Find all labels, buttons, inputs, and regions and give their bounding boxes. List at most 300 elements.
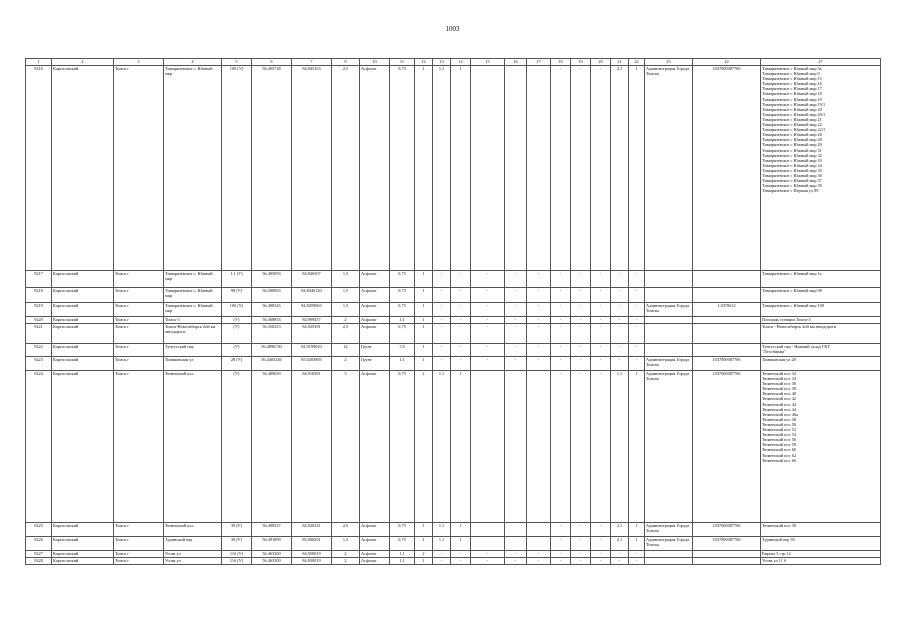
address-list-cell	[761, 303, 881, 317]
table-cell: Томск г	[114, 271, 164, 288]
table-cell: Асфальт	[360, 271, 390, 288]
table-cell: 2	[332, 317, 360, 324]
table-cell: -	[433, 344, 451, 357]
table-cell: Томск г	[114, 324, 164, 344]
table-cell	[645, 288, 693, 303]
table-cell: 2,1	[611, 537, 629, 551]
table-cell: 9222	[26, 344, 52, 357]
table-cell: -	[551, 551, 571, 558]
table-cell	[645, 324, 693, 344]
table-cell: -	[451, 271, 471, 288]
table-cell: Томск г	[114, 537, 164, 551]
table-cell: 1	[415, 66, 433, 271]
address-line: Тимирязевское с Южный мкр 20	[762, 106, 822, 112]
table-cell: -	[571, 537, 591, 551]
table-cell	[471, 537, 505, 551]
address-line: Тунгусский пер - Нижний склад ГКТ	[762, 344, 830, 349]
table-cell: (У)	[222, 324, 252, 344]
table-row	[26, 558, 881, 565]
table-cell: Томск г	[114, 303, 164, 317]
column-number-header: 22	[629, 59, 645, 66]
table-cell: 1,1	[433, 523, 451, 537]
column-number-header: 24	[693, 59, 761, 66]
table-cell: 56,499527	[252, 523, 292, 537]
table-row	[26, 288, 881, 303]
table-cell: 9216	[26, 66, 52, 271]
table-cell: 1,1	[433, 371, 451, 523]
table-cell: Томск г	[114, 344, 164, 357]
table-cell: 1	[415, 523, 433, 537]
table-cell: 1	[415, 344, 433, 357]
table-cell: 0,75	[390, 66, 415, 271]
table-cell: -	[611, 271, 629, 288]
table-cell: -	[451, 324, 471, 344]
table-cell	[645, 558, 693, 565]
address-line: Тюменский пос 48	[762, 416, 796, 422]
table-cell: 1,1	[611, 371, 629, 523]
table-cell: 0,75	[390, 371, 415, 523]
table-row	[26, 551, 881, 558]
address-line: Тимирязевское с Першая ул 89	[762, 188, 819, 194]
table-cell: 84,989457	[292, 317, 332, 324]
table-cell: 56,498345	[252, 303, 292, 317]
column-number-header: 18	[551, 59, 571, 66]
table-cell: 1037000087706	[693, 523, 761, 537]
address-list-cell	[761, 537, 881, 551]
table-cell: 2,5	[332, 324, 360, 344]
table-cell: 2,1	[611, 523, 629, 537]
address-line: Усова ул 11 б	[762, 558, 787, 563]
address-line: Тимирязевское с Южный мкр 28	[762, 137, 822, 143]
table-cell: 56,500003	[252, 288, 292, 303]
table-cell	[471, 66, 505, 271]
table-cell: -	[527, 324, 551, 344]
table-cell: Администрация Города Томска	[645, 523, 693, 537]
table-cell: 1	[415, 288, 433, 303]
table-cell: 1	[415, 271, 433, 288]
address-line: Тюменский пос 52	[762, 427, 796, 433]
table-cell: Каргасокский	[52, 537, 114, 551]
table-cell: 1	[451, 371, 471, 523]
table-cell: 9221	[26, 324, 52, 344]
table-cell: -	[505, 303, 527, 317]
table-cell: 11б (У)	[222, 558, 252, 565]
table-cell: -	[505, 288, 527, 303]
table-cell: 0,75	[390, 324, 415, 344]
table-cell: Каргасокский	[52, 66, 114, 271]
table-cell: -	[571, 303, 591, 317]
table-cell: -	[433, 357, 451, 371]
table-cell: 1	[629, 66, 645, 271]
table-cell: 84,925391	[292, 324, 332, 344]
table-cell: -	[629, 551, 645, 558]
table-cell: 1	[451, 66, 471, 271]
table-cell: 2,1	[611, 66, 629, 271]
table-cell	[527, 66, 551, 271]
table-cell: -	[571, 551, 591, 558]
table-cell: 84,9199010	[292, 344, 332, 357]
table-cell	[505, 66, 527, 271]
table-cell: -	[433, 271, 451, 288]
table-cell: -	[571, 371, 591, 523]
table-cell: -	[591, 271, 611, 288]
table-cell: -	[527, 344, 551, 357]
table-cell: -	[571, 324, 591, 344]
table-cell: 1,5	[332, 303, 360, 317]
table-cell: Грунт	[360, 357, 390, 371]
table-cell: -	[629, 303, 645, 317]
address-line: Тимирязевское с Южный мкр 17	[762, 86, 822, 92]
table-cell: -	[611, 324, 629, 344]
address-line: Тимирязевское с Южный мкр 37	[762, 178, 822, 184]
table-cell: 1,5	[332, 537, 360, 551]
table-cell: -	[591, 523, 611, 537]
address-line: Тимирязевское с Южный мкр 3а	[762, 66, 822, 71]
table-cell: Грунт	[360, 344, 390, 357]
table-cell: Администрация Города Томска	[645, 371, 693, 523]
address-line: Тюменский пос 50	[762, 421, 796, 427]
table-cell: Администрация Города Томска	[645, 66, 693, 271]
table-cell: 84,916581	[292, 371, 332, 523]
table-cell: -	[551, 344, 571, 357]
table-cell: Администрация Города Томска	[645, 303, 693, 317]
address-line: "Лесобиржа"	[762, 349, 786, 355]
table-cell: 1,1	[390, 551, 415, 558]
table-cell: 1,1 (У)	[222, 271, 252, 288]
column-number-header: 7	[292, 59, 332, 66]
table-cell: 2	[415, 551, 433, 558]
address-line: Тимирязевское с Южный мкр 18	[762, 91, 822, 97]
table-cell: 39 (У)	[222, 537, 252, 551]
table-cell: Асфальт	[360, 558, 390, 565]
address-line: Тимирязевское с Южный мкр 22/1	[762, 127, 826, 133]
table-cell: 1	[629, 523, 645, 537]
column-number-header: 9	[332, 59, 360, 66]
table-cell: 84,950019	[292, 551, 332, 558]
table-cell: -	[505, 357, 527, 371]
table-cell: Томск г	[114, 357, 164, 371]
table-cell: 56,463300	[252, 558, 292, 565]
address-line: Тюменский пос 44	[762, 401, 796, 407]
table-cell: -	[591, 371, 611, 523]
table-cell: -	[551, 558, 571, 565]
table-cell: Каргасокский	[52, 271, 114, 288]
table-cell: 1	[451, 523, 471, 537]
address-list-cell	[761, 357, 881, 371]
table-cell	[693, 317, 761, 324]
address-line: Томск - Новосибирск 2ой км автодороги	[762, 324, 836, 329]
table-cell: Каргасокский	[52, 344, 114, 357]
address-list-cell	[761, 271, 881, 288]
table-cell: Каргасокский	[52, 357, 114, 371]
table-cell: 9223	[26, 357, 52, 371]
table-cell: -	[571, 271, 591, 288]
table-cell: 84,8440120	[292, 288, 332, 303]
column-number-header: 13	[433, 59, 451, 66]
address-line: Тимирязевское с Южный мкр 19	[762, 96, 822, 102]
table-cell: -	[611, 551, 629, 558]
table-cell: -	[527, 558, 551, 565]
table-cell: -	[471, 558, 505, 565]
table-cell: 56,463300	[252, 551, 292, 558]
table-cell: Томск г	[114, 288, 164, 303]
address-line: Томиковская ул 28	[762, 357, 796, 362]
table-cell: -	[591, 344, 611, 357]
address-line: Тюменский пос 36	[762, 381, 796, 387]
column-number-header: 11	[390, 59, 415, 66]
address-line: Тимирязевское с Южный мкр 21	[762, 116, 822, 122]
address-line: Тюменский пос 62	[762, 452, 796, 458]
table-cell: Администрация Города Томска	[645, 357, 693, 371]
address-line: Тимирязевское с Южный мкр 15	[762, 76, 822, 82]
table-cell	[693, 551, 761, 558]
table-cell: -	[451, 551, 471, 558]
table-cell: -	[551, 357, 571, 371]
address-line: Тюменский пос 38	[762, 386, 796, 392]
table-cell: -	[527, 317, 551, 324]
table-cell: -	[591, 317, 611, 324]
column-number-header: 4	[164, 59, 222, 66]
table-cell: Томск г	[114, 551, 164, 558]
table-cell: -	[451, 558, 471, 565]
column-number-header: 27	[761, 59, 881, 66]
address-line: Тимирязевское с Южный мкр 19/1	[762, 101, 826, 107]
table-cell: 1	[415, 317, 433, 324]
table-cell: Каргасокский	[52, 523, 114, 537]
table-cell: -	[571, 317, 591, 324]
table-cell: -	[471, 271, 505, 288]
table-cell: 1,1	[390, 317, 415, 324]
table-cell: 2	[332, 357, 360, 371]
table-cell: -	[527, 271, 551, 288]
table-cell: 84,920341	[292, 523, 332, 537]
table-cell	[645, 344, 693, 357]
table-cell: 1037000087706	[693, 66, 761, 271]
table-cell: Томиковская ул	[164, 357, 222, 371]
column-number-header: 5	[222, 59, 252, 66]
address-line: Тюменский пос 44	[762, 406, 796, 412]
table-cell: -	[471, 288, 505, 303]
table-cell: -	[505, 317, 527, 324]
table-cell: Тимирязевское с, Южный мкр	[164, 288, 222, 303]
column-number-header: 16	[505, 59, 527, 66]
table-cell: 1,1	[433, 66, 451, 271]
table-cell: -	[471, 303, 505, 317]
table-cell: Томск-Новосибирск 2ой км автодороги	[164, 324, 222, 344]
table-cell: 0,75	[390, 537, 415, 551]
table-cell: -	[591, 558, 611, 565]
table-cell: 12	[332, 344, 360, 357]
table-cell: -	[591, 303, 611, 317]
table-cell	[505, 523, 527, 537]
table-cell: 28 (У)	[222, 357, 252, 371]
address-line: Тимирязевское с Южный мкр 22	[762, 122, 822, 128]
address-line: Тимирязевское с Южный мкр 36	[762, 172, 822, 178]
table-cell: 1037000087706	[693, 371, 761, 523]
table-cell: Асфальт	[360, 537, 390, 551]
address-line: Тимирязевское с Южный мкр 100	[762, 303, 824, 308]
column-number-header: 14	[451, 59, 471, 66]
table-cell: 2	[415, 371, 433, 523]
address-line: Тюменский пос 39	[762, 523, 796, 528]
column-number-header: 20	[591, 59, 611, 66]
table-cell: 0,75	[390, 523, 415, 537]
table-cell: -	[629, 344, 645, 357]
table-cell	[645, 271, 693, 288]
table-cell: 9225	[26, 523, 52, 537]
table-row	[26, 537, 881, 551]
table-cell: -	[451, 317, 471, 324]
table-cell: 9218	[26, 288, 52, 303]
table-cell: -	[551, 288, 571, 303]
table-cell: 98 (У)	[222, 288, 252, 303]
table-cell: 9227	[26, 551, 52, 558]
table-cell: 9224	[26, 371, 52, 523]
table-cell: -	[527, 357, 551, 371]
address-list-cell	[761, 66, 881, 271]
table-cell: -	[505, 344, 527, 357]
table-cell: Томск-3	[164, 317, 222, 324]
table-cell: Тимирязевское с, Южный мкр	[164, 66, 222, 271]
table-row	[26, 371, 881, 523]
table-cell: -	[629, 271, 645, 288]
address-line: Тюменский пос 66	[762, 457, 796, 463]
table-cell	[527, 371, 551, 523]
table-cell: 1037000087706	[693, 537, 761, 551]
address-line: Тимирязевское с Южный мкр 33	[762, 157, 822, 163]
address-line: Тимирязевское с Южный мкр 98	[762, 288, 822, 293]
table-cell: -	[527, 551, 551, 558]
table-cell: -	[551, 303, 571, 317]
column-number-header: 12	[415, 59, 433, 66]
address-list-cell	[761, 558, 881, 565]
table-cell: Асфальт	[360, 551, 390, 558]
table-cell: 2,5	[332, 523, 360, 537]
table-cell: -	[551, 371, 571, 523]
table-cell: -	[551, 324, 571, 344]
table-cell: Туринский пер	[164, 537, 222, 551]
table-cell	[693, 558, 761, 565]
table-cell: 56,491899	[252, 537, 292, 551]
table-cell: 0,75	[390, 303, 415, 317]
table-cell: 39 (У)	[222, 523, 252, 537]
table-cell: 1,5	[332, 288, 360, 303]
table-cell: -	[571, 66, 591, 271]
column-number-header: 2	[52, 59, 114, 66]
table-cell: -	[629, 288, 645, 303]
table-cell: -	[451, 344, 471, 357]
table-cell	[693, 344, 761, 357]
address-list-cell	[761, 551, 881, 558]
table-cell	[645, 551, 693, 558]
table-cell: 1	[415, 537, 433, 551]
table-row	[26, 357, 881, 371]
table-cell: 84,950019	[292, 558, 332, 565]
table-cell: Каргасокский	[52, 317, 114, 324]
column-number-header: 1	[26, 59, 52, 66]
table-cell: -	[611, 357, 629, 371]
table-cell: -	[591, 551, 611, 558]
table-cell: 84,8459063	[292, 303, 332, 317]
table-cell: (У)	[222, 317, 252, 324]
table-cell: -	[571, 288, 591, 303]
address-line: Тимирязевское с Южный мкр 20/1	[762, 111, 826, 117]
table-cell: -	[611, 344, 629, 357]
table-cell: 2,5	[332, 66, 360, 271]
table-cell: -	[629, 558, 645, 565]
table-cell: 0,75	[390, 271, 415, 288]
table-cell: -	[471, 344, 505, 357]
address-list-cell	[761, 344, 881, 357]
table-cell: -	[551, 66, 571, 271]
address-list-cell	[761, 317, 881, 324]
table-cell: 7,6	[390, 344, 415, 357]
address-list-cell	[761, 371, 881, 523]
table-row	[26, 324, 881, 344]
table-cell: 2	[332, 558, 360, 565]
table-cell: -	[527, 303, 551, 317]
table-cell: -	[591, 324, 611, 344]
table-cell: Томск г	[114, 371, 164, 523]
address-line: Тюменский пос 54	[762, 432, 796, 438]
table-row	[26, 271, 881, 288]
table-cell: -	[629, 317, 645, 324]
table-cell: Асфальт	[360, 523, 390, 537]
table-cell: 100 (У)	[222, 303, 252, 317]
column-number-header: 17	[527, 59, 551, 66]
table-cell: Томск г	[114, 317, 164, 324]
table-row	[26, 303, 881, 317]
table-cell: -	[505, 558, 527, 565]
table-cell: 56,4896730	[252, 344, 292, 357]
column-number-header: 10	[360, 59, 390, 66]
table-row	[26, 523, 881, 537]
table-cell: -	[591, 66, 611, 271]
table-cell: 2	[332, 551, 360, 558]
table-cell: -	[611, 558, 629, 565]
table-cell: -	[505, 324, 527, 344]
table-cell: Асфальт	[360, 288, 390, 303]
table-cell: -	[571, 344, 591, 357]
table-cell: 9220	[26, 317, 52, 324]
table-cell	[693, 324, 761, 344]
column-number-header: 19	[571, 59, 591, 66]
address-line: Тимирязевское с Южный мкр 9	[762, 71, 820, 77]
table-cell: Усова ул	[164, 558, 222, 565]
table-cell: 1,1	[390, 558, 415, 565]
table-cell: -	[551, 271, 571, 288]
table-cell: -	[629, 324, 645, 344]
table-cell	[505, 371, 527, 523]
table-cell: -	[551, 537, 571, 551]
address-line: Тюменский пос 58	[762, 442, 796, 448]
table-cell: -	[433, 558, 451, 565]
data-sheet	[25, 58, 880, 565]
table-cell: -	[571, 523, 591, 537]
table-row	[26, 344, 881, 357]
table-cell: -	[471, 324, 505, 344]
table-cell: 56,4483346	[252, 357, 292, 371]
table-cell: -	[433, 288, 451, 303]
table-cell: 1	[629, 537, 645, 551]
table-cell	[471, 523, 505, 537]
table-cell: -	[571, 357, 591, 371]
address-list-cell	[761, 288, 881, 303]
table-cell: Томск г	[114, 66, 164, 271]
table-cell: Каргасокский	[52, 288, 114, 303]
table-cell: -	[611, 288, 629, 303]
table-cell: 9226	[26, 537, 52, 551]
